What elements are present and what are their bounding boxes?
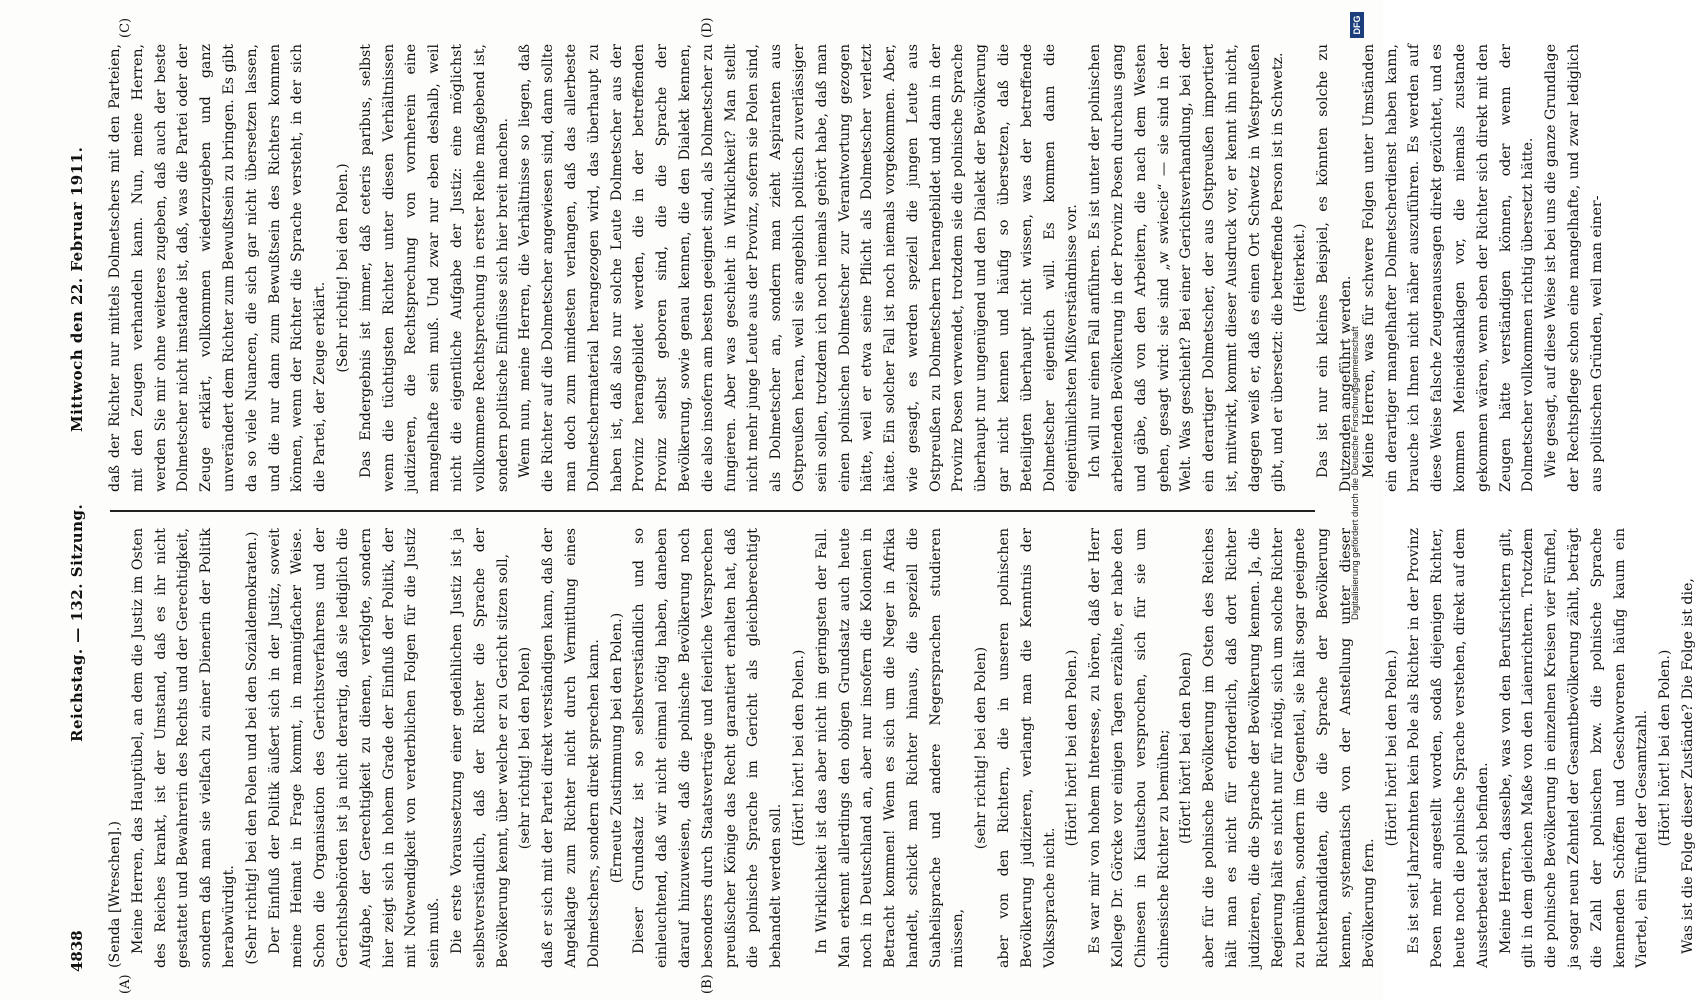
dfg-logo: DFG	[1350, 12, 1364, 38]
interjection: (Hört! hört! bei den Polen.)	[1383, 649, 1400, 847]
paragraph: Das Endergebnis ist immer, daß ceteris paribus, selbst wenn die tüchtigsten Richter unter diesen Verhältnissen judizieren, die Rechtsprechung von vornherein eine mangelhafte sein muß. Und zwar nur eben deshalb, weil nicht die eigentliche Aufgabe der Justiz: eine möglichst vollkommene Rechtsprechung in erster Reihe maßgebend ist, sondern politische Einflüsse sich hier breit machen.	[357, 44, 511, 492]
paragraph: Das ist nur ein kleines Beispiel, es könnten solche zu Dutzenden angeführt werden.	[1315, 44, 1355, 492]
interjection: (sehr richtig! bei den Polen)	[517, 646, 534, 850]
paragraph: Wenn nun, meine Herren, die Verhältnisse so liegen, daß die Richter auf die Dolmetscher angewiesen sind, dann sollte man doch zum mindesten verlangen, daß das allerbeste Dolmetschermaterial herangezogen wird, das überhaupt zu haben ist, daß also nur solche Leute Dolmetscher aus der Provinz herangebildet werden, die in der betreffenden Provinz selbst geboren sind, die die Sprache der Bevölkerung, sowie genau kennen, die den Dialekt kennen, die also insofern am besten geeignet sind, als Dolmetscher zu fungieren. Aber was geschieht in Wirklichkeit? Man stellt nicht mehr junge Leute aus der Provinz, sofern sie Polen sind, als Dolmetscher an, sondern man zieht Aspiranten aus Ostpreußen heran, weil sie angeblich politisch zuverlässiger sein sollen, trotzdem ich noch niemals gehört habe, daß man einen polnischen Dolmetscher zur Verantwortung gezogen hätte, weil er etwa seine Pflicht als Dolmetscher verletzt hätte. Ein solcher Fall ist noch niemals vorgekommen. Aber, wie gesagt, es werden speziell die jungen Leute aus Ostpreußen zu Dolmetschern herangebildet und dann in der Provinz Posen verwendet, trotzdem sie die polnische Sprache überhaupt nur ungenügend und den Dialekt der Bevölkerung gar nicht kennen und häufig so übersetzen, daß die Beteiligten überhaupt nicht wissen, was der betreffende Dolmetscher eigentlich will. Es kommen dann die eigentümlichsten Mißverständnisse vor.	[517, 44, 1081, 492]
interjection: (Sehr richtig! bei den Polen und bei den Sozialdemokraten.)	[243, 531, 260, 965]
interjection: (Hört! hört! bei den Polen.)	[1657, 649, 1674, 847]
session-date: Mittwoch den 22. Februar 1911.	[68, 146, 86, 432]
margin-mark-c: (C)	[118, 17, 133, 38]
session-title: Reichstag. — 132. Sitzung.	[68, 503, 86, 742]
paragraph: In Wirklichkeit ist das aber nicht im geringsten der Fall. Man erkennt allerdings den obigen Grundsatz auch heute noch in Deutschland an, aber nur insofern die Kolonien in Betracht kommen! Wenn es sich um die Neger in Afrika handelt, schickt man Richter hinaus, die speziell die Suahelisprache und andere Negersprachen studieren müssen,	[813, 528, 967, 968]
paragraph: Was ist die Folge dieser Zustände? Die Folge ist die,	[1679, 578, 1696, 954]
paragraph: Meine Herren, dasselbe, was von den Berufsrichtern gilt, gilt in dem gleichen Maße von den Laienrichtern. Trotzdem die polnische Bevölkerung in einzelnen Kreisen vier Fünftel, ja sogar neun Zehntel der Gesamtbevölkerung zählt, beträgt die Zahl der polnischen bzw. die polnische Sprache kennenden Schöffen und Geschworenen häufig kaum ein Viertel, ein Fünftel der Gesamtzahl.	[1497, 528, 1651, 968]
interjection: (Hört! hört! bei den Polen)	[1178, 651, 1195, 845]
interjection: (Hört! hört! bei den Polen.)	[1064, 649, 1081, 847]
paragraph: aber von den Richtern, die in unseren polnischen Bevölkerung judizieren, verlangt man die Kenntnis der Volkssprache nicht.	[996, 528, 1058, 968]
paragraph: Es ist seit Jahrzehnten kein Pole als Richter in der Provinz Posen mehr angestellt worden, sodaß diejenigen Richter, heute noch die polnische Sprache verstehen, direkt auf dem Aussterbeetat sich befinden.	[1406, 528, 1491, 968]
paragraph: Meine Herren, was für schwere Folgen unter Umständen ein derartiger mangelhafter Dolmetscherdienst haben kann, brauche ich Ihnen nicht näher auszuführen. Es werden auf diese Weise falsche Zeugenaussagen direkt gezüchtet, und es kommen Meineidsanklagen vor, die niemals zustande gekommen wären, wenn eben der Richter sich direkt mit den Zeugen hätte verständigen können, oder wenn der Dolmetscher vollkommen richtig übersetzt hätte.	[1360, 44, 1537, 492]
margin-mark-d: (D)	[700, 17, 715, 38]
page-header	[60, 28, 100, 972]
interjection: (sehr richtig! bei den Polen)	[973, 646, 990, 850]
interjection: (Sehr richtig! bei den Polen.)	[334, 163, 351, 373]
paragraph: Es war mir von hohem Interesse, zu hören, daß der Herr Kollege Dr. Görcke vor einigen Tagen erzählte, er habe den Chinesen in Kiautschou versprochen, sich für sie um chinesische Richter zu bemühen;	[1087, 528, 1172, 968]
interjection: (Hört! hört! bei den Polen.)	[790, 649, 807, 847]
margin-mark-b: (B)	[700, 974, 715, 994]
paragraph: aber für die polnische Bevölkerung im Osten des Reiches hält man es nicht für erforderlich, daß dort Richter judizieren, die die Sprache der Bevölkerung kennen. Ja, die Regierung hält es nicht nur für nötig, sich um solche Richter zu bemühen, sondern im Gegenteil, sie hält sogar geeignete Richterkandidaten, die die Sprache der Bevölkerung kennen, systematisch von der Anstellung unter dieser Bevölkerung fern.	[1201, 528, 1377, 968]
paragraph: Wie gesagt, auf diese Weise ist bei uns die ganze Grundlage der Rechtspflege schon eine mangelhafte, und zwar lediglich aus politischen Gründen, weil man einer-	[1543, 44, 1605, 492]
paragraph: Meine Herren, das Hauptübel, an dem die Justiz im Osten des Reiches krankt, ist der Umstand, daß es ihr nicht gestattet und Bewahrerin des Rechts und der Gerechtigkeit, sondern daß man sie vielfach zu einer Dienerin der Politik herabwürdigt.	[129, 528, 237, 968]
column-divider	[110, 510, 1315, 512]
interjection: (Heiterkeit.)	[1292, 223, 1309, 313]
paragraph: Die erste Voraussetzung einer gedeihlichen Justiz ist ja selbstverständlich, daß der Richter die Sprache der Bevölkerung kennt, über welche er zu Gericht sitzen soll,	[448, 528, 511, 968]
paragraph: daß er sich mit der Partei direkt verständigen kann, daß der Angeklagte zum Richter nicht durch Vermittlung eines Dolmetschers, sondern direkt sprechen kann.	[540, 528, 602, 968]
digitization-credit: Digitalisierung gefördert durch die Deutsche Forschungsgemeinschaft	[1350, 326, 1361, 620]
page-number: 4838	[68, 930, 86, 972]
paragraph: Dieser Grundsatz ist so selbstverständlich und so einleuchtend, daß wir nicht einmal nötig haben, daneben darauf hinzuweisen, daß die polnische Bevölkerung noch besonders durch Staatsverträge und feierliche Versprechen preußischer Könige das Recht garantiert erhalten hat, daß die polnische Sprache im Gericht als gleichberechtigt behandelt werden soll.	[631, 528, 785, 968]
margin-mark-a: (A)	[118, 974, 133, 994]
paragraph: Der Einfluß der Politik äußert sich in der Justiz, soweit meine Heimat in Frage kommt, in mannigfacher Weise. Schon die Organisation des Gerichtsverfahrens und der Gerichtsbehörden ist ja nicht derartig, daß sie lediglich die Aufgabe, der Gerechtigkeit zu dienen, verfolgte, sondern hier zeigt sich in hohem Grade der Einfluß der Politik, der mit Notwendigkeit von verderblichen Folgen für die Justiz sein muß.	[266, 528, 443, 968]
left-text-column	[104, 528, 1696, 968]
paragraph: daß der Richter nur mittels Dolmetschers mit den Parteien, mit den Zeugen verhandeln kann. Nun, meine Herren, werden Sie mir ohne weiteres zugeben, daß auch der beste Dolmetscher nicht imstande ist, daß, was die Partei oder der Zeuge erklärt, vollkommen wiederzugeben und ganz unverändert dem Richter zum Bewußtsein zu bringen. Es gibt da so viele Nuancen, die sich gar nicht übersetzen lassen, und die nur dann zum Bewußtsein des Richters kommen können, wenn der Richter die Sprache versteht, in der sich die Partei, der Zeuge erklärt.	[107, 44, 329, 492]
paragraph: Ich will nur einen Fall anführen. Es ist unter der polnischen arbeitenden Bevölkerung in der Provinz Posen durchaus gang und gäbe, daß von den Arbeitern, die nach dem Westen gehen, gesagt wird: sie sind „w swiecie“ — sie sind in der Welt. Was geschieht? Bei einer Gerichtsverhandlung, bei der ein derartiger Dolmetscher, der aus Ostpreußen importiert ist, mitwirkt, kommt dieser Ausdruck vor, er kennt ihn nicht, dagegen weiß er, daß es einen Ort Schwetz in Westpreußen gibt, und er übersetzt: die betreffende Person ist in Schwetz.	[1087, 44, 1286, 492]
interjection: (Erneute Zustimmung bei den Polen.)	[608, 612, 625, 884]
speaker-line: (Senda [Wreschen].)	[107, 821, 123, 968]
